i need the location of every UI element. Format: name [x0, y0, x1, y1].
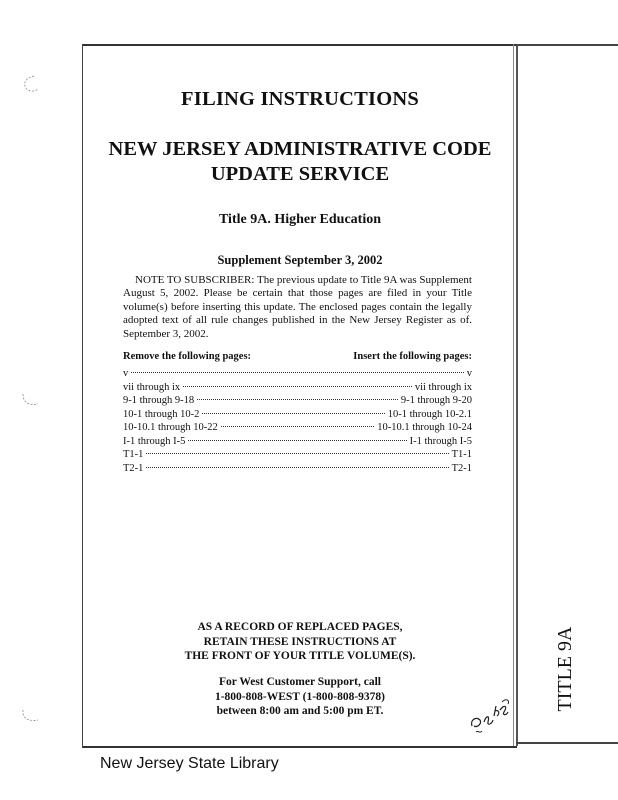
tab-divider — [516, 44, 518, 746]
remove-page: 10-1 through 10-2 — [123, 408, 200, 420]
insert-page: I-1 through I-5 — [409, 435, 472, 447]
leader-dots — [146, 453, 448, 454]
insert-page: 9-1 through 9-20 — [400, 395, 472, 406]
customer-support — [90, 675, 510, 719]
insert-page: T1-1 — [451, 449, 472, 460]
leader-dots — [188, 440, 406, 441]
leader-dots — [197, 399, 398, 400]
leader-dots — [131, 372, 464, 373]
punch-hole-mark-icon — [20, 708, 40, 726]
tab-divider-inner — [513, 44, 514, 746]
remove-page: v — [123, 368, 129, 379]
code-title-line: NEW JERSEY ADMINISTRATIVE CODE — [108, 138, 492, 160]
record-line: AS A RECORD OF REPLACED PAGES, — [197, 621, 403, 633]
remove-page: vii through ix — [123, 381, 181, 393]
support-line: For West Customer Support, call — [219, 676, 381, 688]
support-hours: between 8:00 am and 5:00 pm ET. — [216, 705, 384, 717]
leader-dots — [221, 426, 374, 427]
page-row — [123, 462, 472, 476]
punch-hole-mark-icon — [20, 74, 40, 92]
leader-dots — [183, 386, 412, 387]
supplement-date: Supplement September 3, 2002 — [217, 253, 383, 267]
code-title-line: UPDATE SERVICE — [210, 163, 390, 185]
remove-page: 9-1 through 9-18 — [123, 395, 195, 406]
handwritten-initials-icon — [466, 696, 514, 738]
title-tab-label: TITLE 9A — [554, 626, 576, 712]
remove-page: T2-1 — [123, 462, 144, 474]
page-row — [123, 435, 472, 449]
support-phone: 1-800-808-WEST (1-800-808-9378) — [214, 690, 386, 703]
insert-page: 10-10.1 through 10-24 — [377, 422, 472, 433]
title-subject: Title 9A. Higher Education — [218, 212, 382, 227]
remove-pages-header: Remove the following pages: — [123, 351, 252, 362]
subscriber-note: NOTE TO SUBSCRIBER: The previous update to Title 9A was Supplement August 5, 2002. Please be certain that those pages are filed in your Title volume(s) before inserting this update. The enclosed pages contain the legally adopted text of all rule changes published in the New Jersey Register as of. September 3, 2002. — [123, 274, 472, 340]
page-row — [123, 408, 472, 422]
record-line: RETAIN THESE INSTRUCTIONS AT — [203, 635, 397, 648]
punch-hole-mark-icon — [20, 390, 40, 408]
remove-page: T1-1 — [123, 449, 144, 460]
insert-page: vii through ix — [414, 381, 472, 393]
page-row — [123, 367, 472, 381]
remove-page: 10-10.1 through 10-22 — [123, 422, 218, 433]
pages-list — [123, 367, 472, 475]
library-label: New Jersey State Library — [100, 755, 279, 772]
page-heading: FILING INSTRUCTIONS — [181, 88, 419, 110]
page-row — [123, 448, 472, 462]
code-title — [90, 137, 510, 187]
insert-pages-header: Insert the following pages: — [353, 351, 472, 362]
insert-page: v — [466, 368, 472, 379]
page-row — [123, 394, 472, 408]
insert-page: 10-1 through 10-2.1 — [387, 408, 472, 420]
tab-strip-bottom — [516, 742, 618, 744]
leader-dots — [146, 467, 448, 468]
pages-table-header — [123, 351, 472, 362]
page-row — [123, 381, 472, 395]
record-instructions — [90, 620, 510, 664]
remove-page: I-1 through I-5 — [123, 435, 186, 447]
tab-strip-top — [516, 44, 618, 46]
page-row — [123, 421, 472, 435]
record-line: THE FRONT OF YOUR TITLE VOLUME(S). — [184, 650, 416, 662]
insert-page: T2-1 — [451, 462, 472, 474]
leader-dots — [202, 413, 384, 414]
